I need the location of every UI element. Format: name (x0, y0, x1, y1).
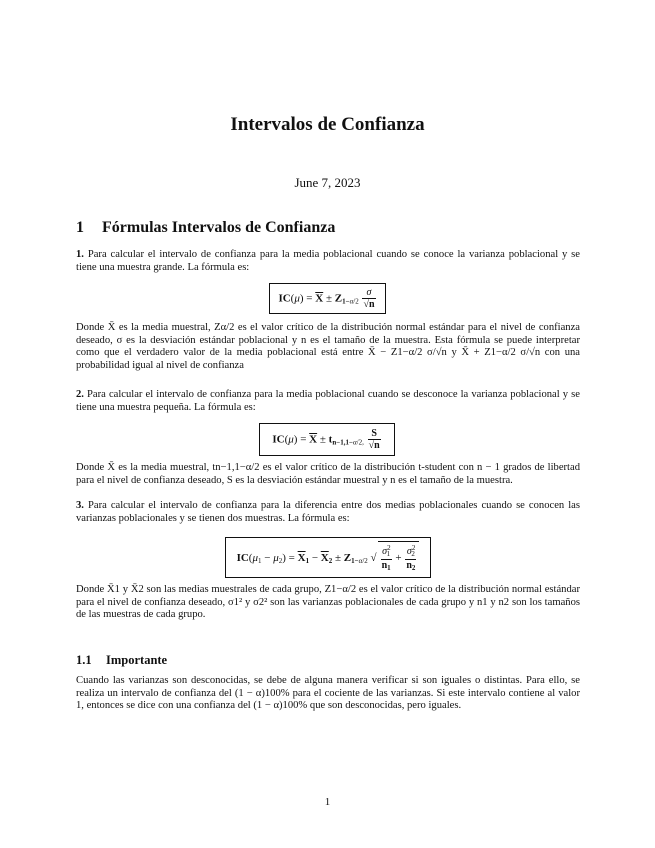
item1-text: Para calcular el intervalo de confianza para la media poblacional cuando se conoce la varianza poblacional y se tiene una muestra grande. La fórmula es: (76, 249, 580, 273)
item3-text: Para calcular el intervalo de confianza para la diferencia entre dos medias poblacionales cuando se conocen las varianzas poblacionales y se tienen dos muestras. La fórmula es: (76, 500, 580, 524)
subsection-heading (76, 653, 167, 668)
subsection-title-text: Importante (106, 653, 168, 667)
item1-explanation: Donde X̄ es la media muestral, Zα/2 es el valor crítico de la distribución normal estándar para el nivel de confianza deseado, σ es la desviación estándar poblacional y n es el tamaño de la muestra. Esta fórmula se puede interpretar como que el verdadero valor de la media poblacional está entre X̄ − Z1−α/2 σ/√n y X̄ + Z1−α/2 σ/√n con una probabilidad igual al nivel de confianza (76, 322, 580, 371)
section-title-text: Fórmulas Intervalos de Confianza (102, 219, 336, 236)
formula-1: $IC(\mu) = \overline{X} \pm Z_{1-\alpha/2}$ $\frac{\sigma}{√n}$ (278, 286, 375, 310)
subsection-number: 1.1 (76, 653, 92, 667)
formula-3: $IC(\mu_1 - \mu_2) = \overline{X}_1 - \overline{X}_2 \pm Z_{1-\alpha/2}$ √ $\frac{\sigma^2_1}{n_1}$ + $\frac{\sigma^2_2}{n_2}$ (237, 541, 420, 574)
item2-intro (76, 389, 580, 414)
document-title: Intervalos de Confianza (230, 114, 425, 135)
section-number: 1 (76, 219, 84, 236)
item2-marker: 2. (76, 389, 84, 400)
formula-2: $IC(\mu) = \overline{X} \pm t_{n-1,1-\alpha/2,}$ $\frac{S}{√n}$ (272, 427, 380, 451)
item3-intro (76, 500, 580, 525)
formula-3-box (225, 537, 431, 578)
formula-1-box (269, 283, 386, 314)
page-number: 1 (324, 796, 331, 808)
item3-explanation: Donde X̄1 y X̄2 son las medias muestrales de cada grupo, Z1−α/2 es el valor crítico de la distribución normal estándar para el nivel de confianza deseado, σ1² y σ2² son las varianzas poblacionales de cada grupo y n1 y n2 son los tamaños de las muestras de cada grupo. (76, 584, 580, 621)
item3-marker: 3. (76, 500, 84, 511)
item2-explanation: Donde X̄ es la media muestral, tn−1,1−α/2 es el valor crítico de la distribución t-student con n − 1 grados de libertad para el nivel de confianza deseado, S es la desviación estándar muestral y n es el tamaño de la muestra. (76, 462, 580, 486)
item1-marker: 1. (76, 249, 84, 260)
formula-2-box (259, 423, 395, 456)
section-heading (76, 219, 335, 237)
subsection-text: Cuando las varianzas son desconocidas, se debe de alguna manera verificar si son iguales o distintas. Para ello, se realiza un intervalo de confianza del (1 − α)100% para el cociente de las varianzas. Si este intervalo contiene al valor 1, entonces se dice con una confianza del (1 − α)100% que son desconocidas, pero iguales. (76, 675, 580, 712)
item1-intro (76, 249, 580, 274)
document-date: June 7, 2023 (294, 175, 361, 190)
item2-text: Para calcular el intervalo de confianza para la media poblacional cuando se desconoce la varianza poblacional y se tiene una muestra pequeña. La fórmula es: (76, 389, 580, 413)
